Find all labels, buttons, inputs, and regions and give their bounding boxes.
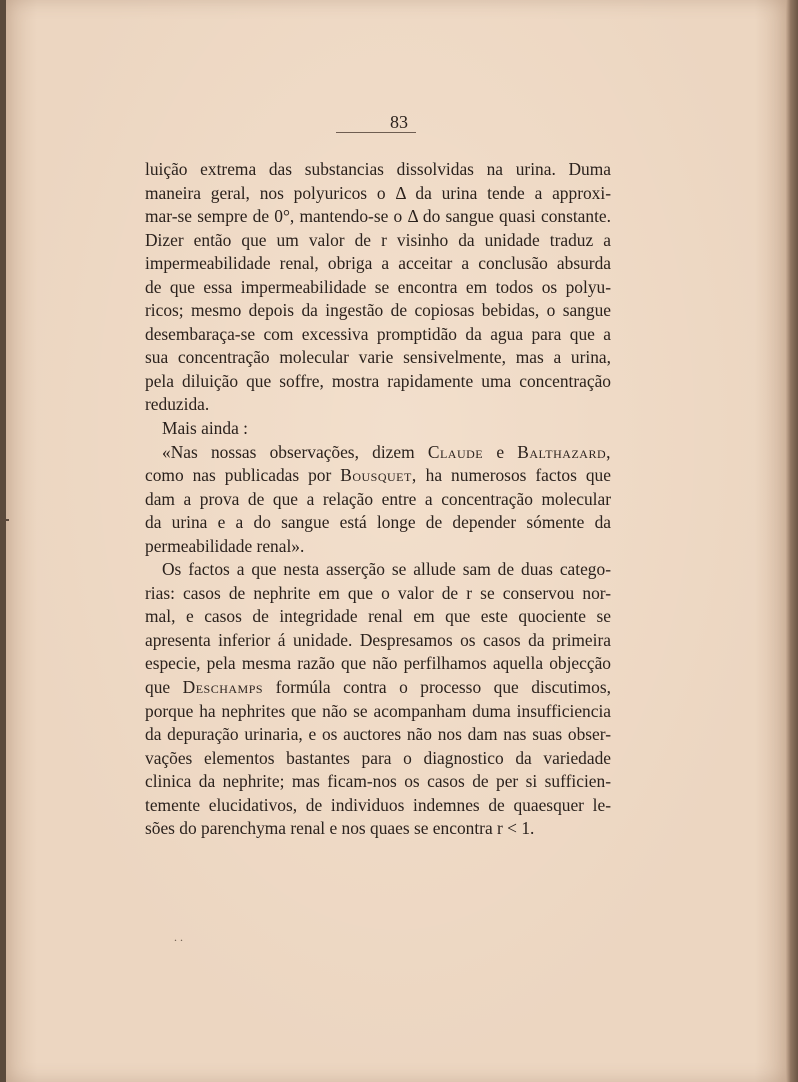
text-line: desembaraça-se com excessiva promptidão da agua para que a <box>145 323 611 344</box>
text-line: porque ha nephrites que não se acompanham duma insufficiencia <box>145 700 611 721</box>
text-line: dam a prova de que a relação entre a concentração molecular <box>145 488 611 509</box>
line-end: ha numerosos factos que <box>425 465 611 486</box>
quote-start: «Nas nossas observações, dizem <box>162 441 415 462</box>
text-line: Dizer então que um valor de r visinho da unidade traduz a <box>145 229 611 250</box>
conjunction: e <box>496 441 505 462</box>
text-line <box>145 441 611 465</box>
author-balthazard: Balthazard, <box>517 441 611 462</box>
line-start: que <box>145 677 171 698</box>
text-line: sua concentração molecular varie sensivelmente, mas a urina, <box>145 347 611 368</box>
author-claude: Claude <box>427 441 484 462</box>
text-line: de que essa impermeabilidade se encontra em todos os polyu- <box>145 276 611 297</box>
line-start: como nas publicadas por <box>145 465 332 486</box>
margin-marks: . . <box>174 930 183 944</box>
text-line: reduzida. <box>145 394 210 415</box>
text-line: da urina e a do sangue está longe de depender sómente da <box>145 512 611 533</box>
text-line: apresenta inferior á unidade. Despresamos os casos da primeira <box>145 629 611 650</box>
author-bousquet: Bousquet, <box>340 465 417 486</box>
page-number: 83 <box>390 112 408 132</box>
text-line: impermeabilidade renal, obriga a acceitar a conclusão absurda <box>145 253 611 274</box>
text-line: ricos; mesmo depois da ingestão de copiosas bebidas, o sangue <box>145 300 611 321</box>
text-line: mal, e casos de integridade renal em que este quociente se <box>145 606 611 627</box>
author-deschamps: Deschamps <box>182 677 264 698</box>
line-end: formúla contra o processo que discutimos, <box>275 677 611 698</box>
margin-tick <box>0 519 9 521</box>
text-line: mar-se sempre de 0°, mantendo-se o Δ do sangue quasi constante. <box>145 206 611 227</box>
text-line <box>145 676 611 700</box>
text-line: pela diluição que soffre, mostra rapidamente uma concentração <box>145 370 611 391</box>
page-number-rule <box>336 132 416 133</box>
text-line: Mais ainda : <box>162 418 248 439</box>
text-line: especie, pela mesma razão que não perfilhamos aquella objecção <box>145 653 611 674</box>
body-text <box>145 158 611 841</box>
text-line: sões do parenchyma renal e nos quaes se encontra r < 1. <box>145 818 535 839</box>
page-edge <box>786 0 798 1082</box>
text-line: permeabilidade renal». <box>145 535 305 556</box>
text-line: rias: casos de nephrite em que o valor de r se conservou nor- <box>145 582 611 603</box>
text-line: Os factos a que nesta asserção se allude sam de duas catego- <box>162 559 611 580</box>
text-line: temente elucidativos, de individuos indemnes de quaesquer le- <box>145 794 611 815</box>
text-line: vações elementos bastantes para o diagnostico da variedade <box>145 747 611 768</box>
text-line: luição extrema das substancias dissolvidas na urina. Duma <box>145 159 611 179</box>
text-line: maneira geral, nos polyuricos o Δ da urina tende a approxi- <box>145 182 611 203</box>
text-line: da depuração urinaria, e os auctores não nos dam nas suas obser- <box>145 724 611 745</box>
text-line: clinica da nephrite; mas ficam-nos os casos de per si sufficien- <box>145 771 611 792</box>
text-line <box>145 464 611 488</box>
